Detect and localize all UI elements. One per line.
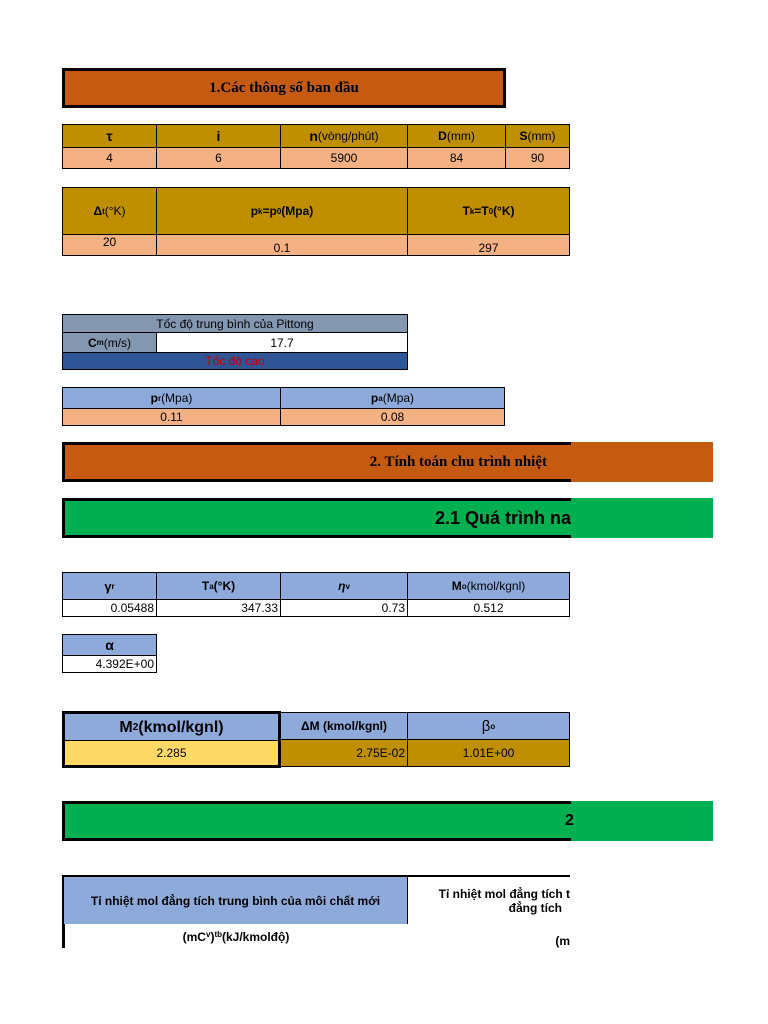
value-alpha: 4.392E+00 bbox=[62, 655, 157, 673]
header-i: i bbox=[156, 124, 281, 148]
header-pk: p k =p 0 (Mpa) bbox=[156, 187, 408, 235]
header-pa: p a (Mpa) bbox=[280, 387, 505, 409]
value-delta-t: 20 bbox=[62, 234, 157, 256]
header-n: n (vòng/phút) bbox=[280, 124, 408, 148]
header-residual-line2: đẳng tích bbox=[508, 901, 562, 915]
value-tk: 297 bbox=[407, 234, 570, 256]
value-pr: 0.11 bbox=[62, 408, 281, 426]
value-pa: 0.08 bbox=[280, 408, 505, 426]
header-residual-line1: Tỉ nhiệt mol đẳng tích t bbox=[438, 887, 570, 901]
mcv-residual-label: (m bbox=[407, 924, 570, 948]
header-gamma: γ r bbox=[62, 572, 157, 600]
mcv-unit-label: (mC $^v$ ) $^{tb}$ (kJ/kmolđộ) bbox=[62, 924, 408, 948]
header-tau: τ bbox=[62, 124, 157, 148]
value-i: 6 bbox=[156, 147, 281, 169]
value-mo: 0.512 bbox=[407, 599, 570, 617]
speed-note: Tốc độ cao bbox=[62, 352, 408, 370]
header-beta: β o bbox=[407, 712, 570, 740]
cm-value: 17.7 bbox=[156, 332, 408, 353]
value-d: 84 bbox=[407, 147, 506, 169]
value-s: 90 bbox=[505, 147, 570, 169]
header-d: D (mm) bbox=[407, 124, 506, 148]
header-delta-t: Δ t (°K) bbox=[62, 187, 157, 235]
value-delta-m: 2.75E-02 bbox=[280, 739, 408, 767]
subsection-2-2-border bbox=[62, 801, 574, 841]
value-beta: 1.01E+00 bbox=[407, 739, 570, 767]
value-m2: 2.285 bbox=[62, 740, 281, 768]
header-pr: p r (Mpa) bbox=[62, 387, 281, 409]
value-n: 5900 bbox=[280, 147, 408, 169]
header-eta: η v bbox=[280, 572, 408, 600]
header-specific-heat-fresh: Tỉ nhiệt mol đẳng tích trung bình của môi chất mới bbox=[62, 875, 408, 925]
header-tk: T k =T 0 (°K) bbox=[407, 187, 570, 235]
header-mo: M o (kmol/kgnl) bbox=[407, 572, 570, 600]
value-tau: 4 bbox=[62, 147, 157, 169]
header-s: S (mm) bbox=[505, 124, 570, 148]
header-m2: M 2 (kmol/kgnl) bbox=[62, 711, 281, 741]
subsection-2-1-title: 2.1 Quá trình na bbox=[434, 507, 571, 528]
header-alpha: α bbox=[62, 634, 157, 656]
value-ta: 347.33 bbox=[156, 599, 281, 617]
section1-title bbox=[62, 68, 506, 108]
section1-title-text: 1.Các thông số ban đầu bbox=[209, 79, 359, 96]
value-gamma: 0.05488 bbox=[62, 599, 157, 617]
value-pk: 0.1 bbox=[156, 234, 408, 256]
section2-title: 2. Tính toán chu trình nhiệt bbox=[369, 453, 547, 470]
header-delta-m: ΔM (kmol/kgnl) bbox=[280, 712, 408, 740]
header-specific-heat-residual bbox=[407, 875, 570, 925]
piston-title: Tốc độ trung bình của Pittong bbox=[62, 314, 408, 333]
value-eta: 0.73 bbox=[280, 599, 408, 617]
cm-label: C m (m/s) bbox=[62, 332, 157, 353]
subsection-2-2-title: 2 bbox=[565, 812, 574, 829]
header-ta: T a (°K) bbox=[156, 572, 281, 600]
